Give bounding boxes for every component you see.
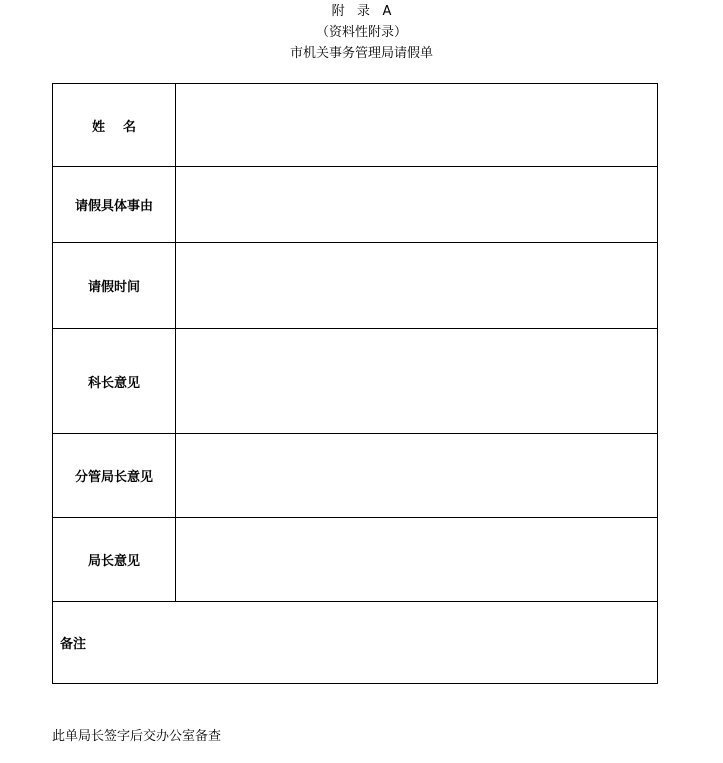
leave-request-form: [52, 83, 658, 684]
reason-label: 请假具体事由: [53, 167, 176, 243]
reason-field[interactable]: [176, 167, 658, 243]
form-title: 市机关事务管理局请假单: [289, 46, 433, 61]
form-row-name: [53, 84, 658, 167]
form-row-reason: [53, 167, 658, 243]
remarks-label: 备注: [53, 602, 658, 684]
director-opinion-label: 局长意见: [53, 518, 176, 602]
form-row-remarks: [53, 602, 658, 684]
section-chief-opinion-label: 科长意见: [53, 329, 176, 434]
deputy-director-opinion-field[interactable]: [176, 434, 658, 518]
leave-time-field[interactable]: [176, 243, 658, 329]
deputy-director-opinion-label: 分管局长意见: [53, 434, 176, 518]
director-opinion-field[interactable]: [176, 518, 658, 602]
name-label: 姓 名: [53, 84, 176, 167]
form-row-section-chief: [53, 329, 658, 434]
form-row-deputy-director: [53, 434, 658, 518]
leave-time-label: 请假时间: [53, 243, 176, 329]
footer-note: 此单局长签字后交办公室备查: [52, 729, 222, 744]
name-field[interactable]: [176, 84, 658, 167]
section-chief-opinion-field[interactable]: [176, 329, 658, 434]
form-row-director: [53, 518, 658, 602]
form-row-time: [53, 243, 658, 329]
appendix-type: （资料性附录）: [315, 25, 407, 40]
appendix-heading: 附 录 A: [331, 4, 392, 19]
